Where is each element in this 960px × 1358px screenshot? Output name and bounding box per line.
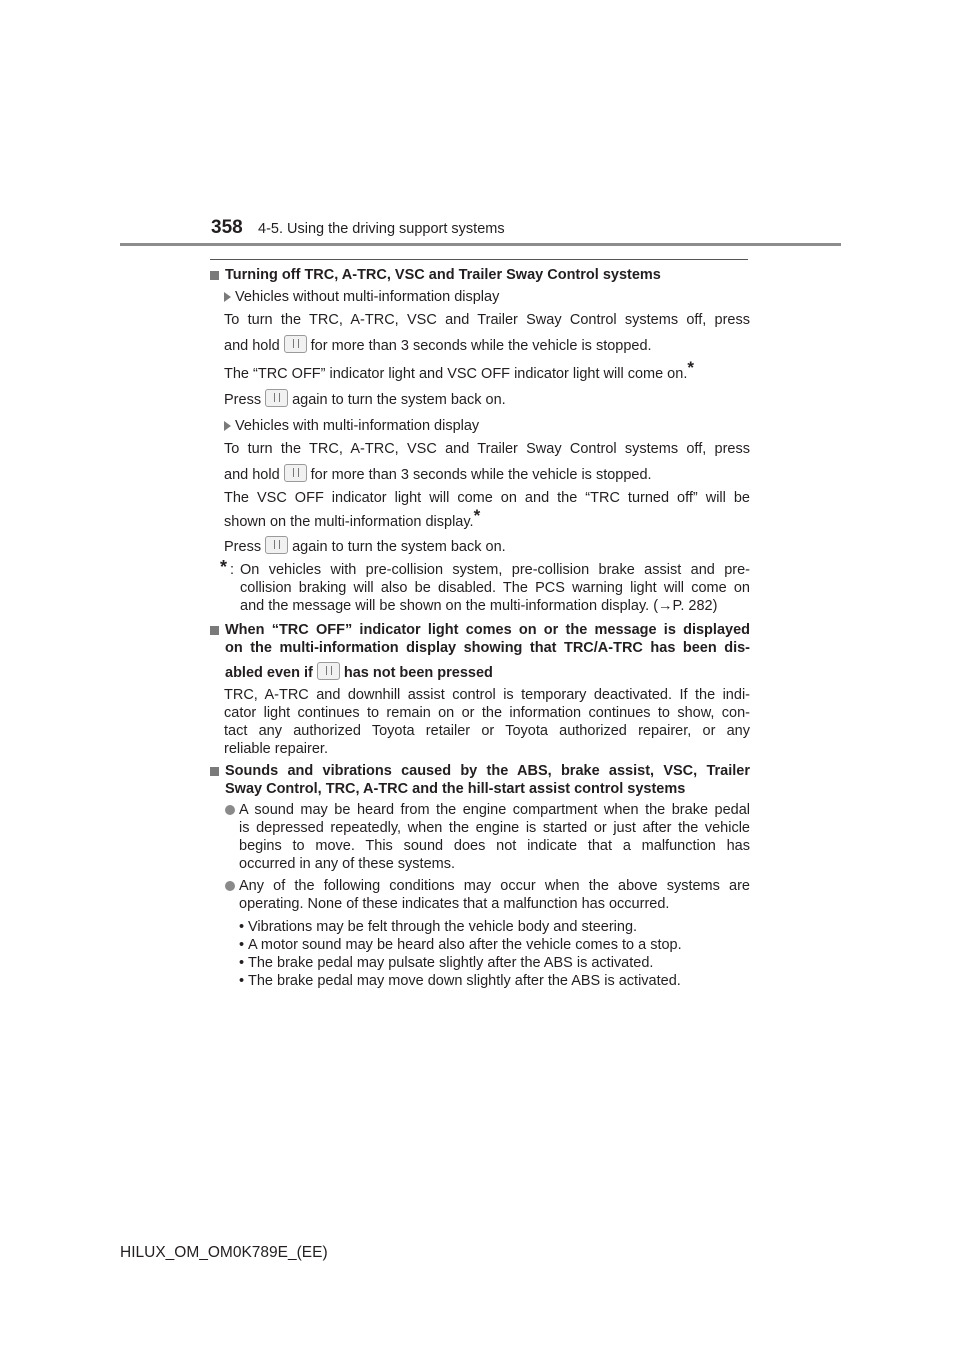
content-divider (210, 259, 748, 260)
footnote: * : On vehicles with pre-collision system, pre-collision brake assist and pre- collision braking will also be disabled. The PCS warning light will come on and the message will be shown on the multi-information display. (→P. 282) (220, 557, 750, 614)
heading-trc-off-indicator: When “TRC OFF” indicator light comes on or the message is displayed on the multi-information display showing that TRC/A-TRC has been dis- abled even if has not been pressed (210, 621, 750, 682)
sub-list-item: • Vibrations may be felt through the vehicle body and steering. (239, 919, 638, 935)
subhead-with-display: Vehicles with multi-information display (210, 417, 750, 435)
paragraph-line: Press again to turn the system back on. (210, 389, 750, 409)
page-header (0, 0, 960, 250)
sub-list-item: • The brake pedal may pulsate slightly after the ABS is activated. (239, 955, 654, 971)
arrow-right-icon (224, 421, 231, 431)
page-number: 358 (211, 217, 243, 238)
sub-list (210, 918, 750, 990)
sub-list-item: • The brake pedal may move down slightly after the ABS is activated. (239, 973, 681, 989)
arrow-right-icon (224, 292, 231, 302)
footnote-asterisk: * (473, 506, 481, 525)
circle-bullet-icon (225, 881, 235, 891)
document-id: HILUX_OM_OM0K789E_(EE) (120, 1244, 328, 1261)
page-content (210, 266, 750, 990)
square-bullet-icon (210, 767, 219, 776)
paragraph-line: and hold for more than 3 seconds while the vehicle is stopped. (210, 464, 750, 484)
paragraph-line: To turn the TRC, A-TRC, VSC and Trailer Sway Control systems off, press (224, 312, 750, 328)
paragraph-line: The “TRC OFF” indicator light and VSC OFF indicator light will come on.* (224, 358, 694, 382)
paragraph-line: To turn the TRC, A-TRC, VSC and Trailer Sway Control systems off, press (224, 441, 750, 457)
footnote-asterisk: * (220, 557, 228, 577)
heading-sounds-vibrations: Sounds and vibrations caused by the ABS, brake assist, VSC, Trailer Sway Control, TRC, A-TRC and the hill-start assist control systems (210, 762, 750, 798)
square-bullet-icon (210, 626, 219, 635)
vsc-off-switch-icon (265, 389, 288, 407)
sub-list-item: • A motor sound may be heard also after the vehicle comes to a stop. (239, 937, 682, 953)
circle-bullet-icon (225, 805, 235, 815)
vsc-off-switch-icon (317, 662, 340, 680)
paragraph-trc-deactivated: TRC, A-TRC and downhill assist control is temporary deactivated. If the indi- cator light continues to remain on or the information continues to show, con- tact any authorized Toyota retailer or Toyota authorized repairer, or any reliable repairer. (224, 687, 750, 757)
list-item: Any of the following conditions may occur when the above systems are operating. None of these indicates that a malfunction has occurred. (210, 877, 750, 913)
square-bullet-icon (210, 271, 219, 280)
footnote-asterisk: * (687, 358, 694, 377)
section-title: 4-5. Using the driving support systems (258, 221, 505, 237)
list-item: A sound may be heard from the engine compartment when the brake pedal is depressed repeatedly, when the engine is started or just after the vehicle begins to move. This sound does not indicate that a malfunction has occurred in any of these systems. (210, 801, 750, 873)
paragraph-line: The VSC OFF indicator light will come on and the “TRC turned off” will be (224, 490, 750, 506)
vsc-off-switch-icon (284, 464, 307, 482)
vsc-off-switch-icon (284, 335, 307, 353)
header-divider (120, 243, 841, 246)
vsc-off-switch-icon (265, 536, 288, 554)
paragraph-line: and hold for more than 3 seconds while the vehicle is stopped. (210, 335, 750, 355)
subhead-without-display: Vehicles without multi-information display (210, 288, 750, 306)
paragraph-line: Press again to turn the system back on. (210, 536, 750, 556)
heading-turning-off: Turning off TRC, A-TRC, VSC and Trailer Sway Control systems (210, 266, 750, 284)
paragraph-line: shown on the multi-information display.* (224, 506, 481, 530)
